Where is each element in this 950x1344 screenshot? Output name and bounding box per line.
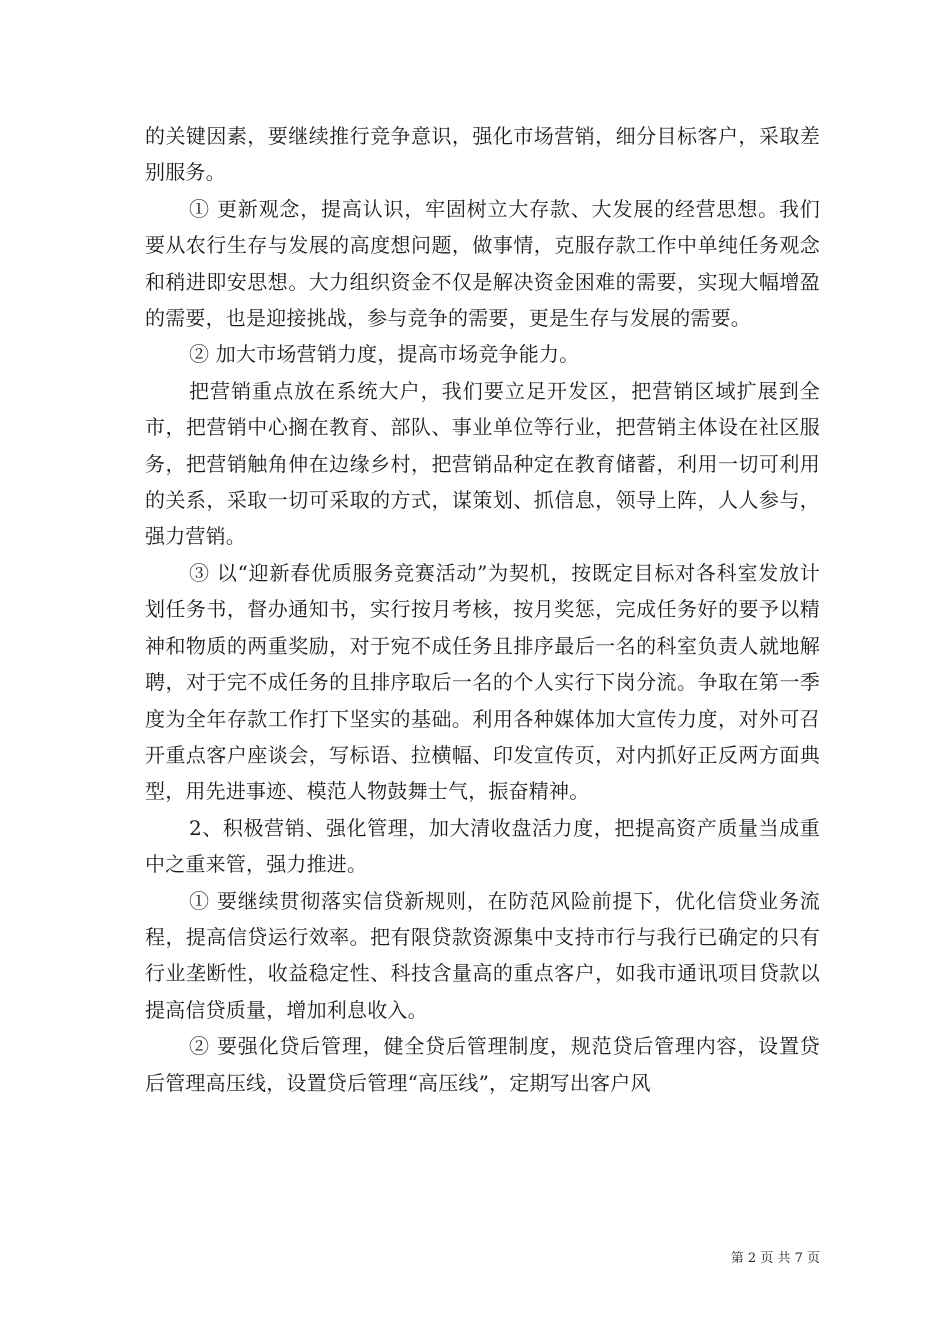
paragraph-item-3-service-competition: ③ 以“迎新春优质服务竞赛活动”为契机，按既定目标对各科室发放计划任务书，督办通知书，实行按月考核，按月奖惩，完成任务好的要予以精神和物质的两重奖励，对于宛不成任务且排序最后一名的科室负责人就地解聘，对于完不成任务的且排序取后一名的个人实行下岗分流。争取在第一季度为全年存款工作打下坚实的基础。利用各种媒体加大宣传力度，对外可召开重点客户座谈会，写标语、拉横幅、印发宣传页，对内抓好正反两方面典型，用先进事迹、模范人物鼓舞士气，振奋精神。	[145, 560, 820, 804]
document-body	[145, 118, 820, 1101]
paragraph-item-2-post-loan: ② 要强化贷后管理，健全贷后管理制度，规范贷后管理内容，设置贷后管理高压线，设置贷后管理“高压线”，定期写出客户风	[145, 1034, 820, 1095]
paragraph-item-1-update-concepts: ① 更新观念，提高认识，牢固树立大存款、大发展的经营思想。我们要从农行生存与发展的高度想问题，做事情，克服存款工作中单纯任务观念和稍进即安思想。大力组织资金不仅是解决资金困难的需要，实现大幅增盈的需要，也是迎接挑战，参与竞争的需要，更是生存与发展的需要。	[145, 196, 820, 331]
paragraph-item-1-credit-rules: ① 要继续贯彻落实信贷新规则，在防范风险前提下，优化信贷业务流程，提高信贷运行效率。把有限贷款资源集中支持市行与我行已确定的只有行业垄断性，收益稳定性、科技含量高的重点客户，如我市通讯项目贷款以提高信贷质量，增加利息收入。	[145, 888, 820, 1022]
page-number-footer: 第 2 页 共 7 页	[730, 1251, 820, 1266]
paragraph-continuation: 的关键因素，要继续推行竞争意识，强化市场营销，细分目标客户，采取差别服务。	[145, 124, 820, 185]
paragraph-item-2-marketing: ② 加大市场营销力度，提高市场竞争能力。	[189, 342, 580, 367]
paragraph-marketing-focus: 把营销重点放在系统大户，我们要立足开发区，把营销区域扩展到全市，把营销中心搁在教育、部队、事业单位等行业，把营销主体设在社区服务，把营销触角伸在边缘乡村，把营销品种定在教育储蓄，利用一切可利用的关系，采取一切可采取的方式，谋策划、抓信息，领导上阵，人人参与，强力营销。	[145, 378, 820, 549]
paragraph-section-2-heading: 2、积极营销、强化管理，加大清收盘活力度，把提高资产质量当成重中之重来管，强力推进。	[145, 815, 820, 877]
